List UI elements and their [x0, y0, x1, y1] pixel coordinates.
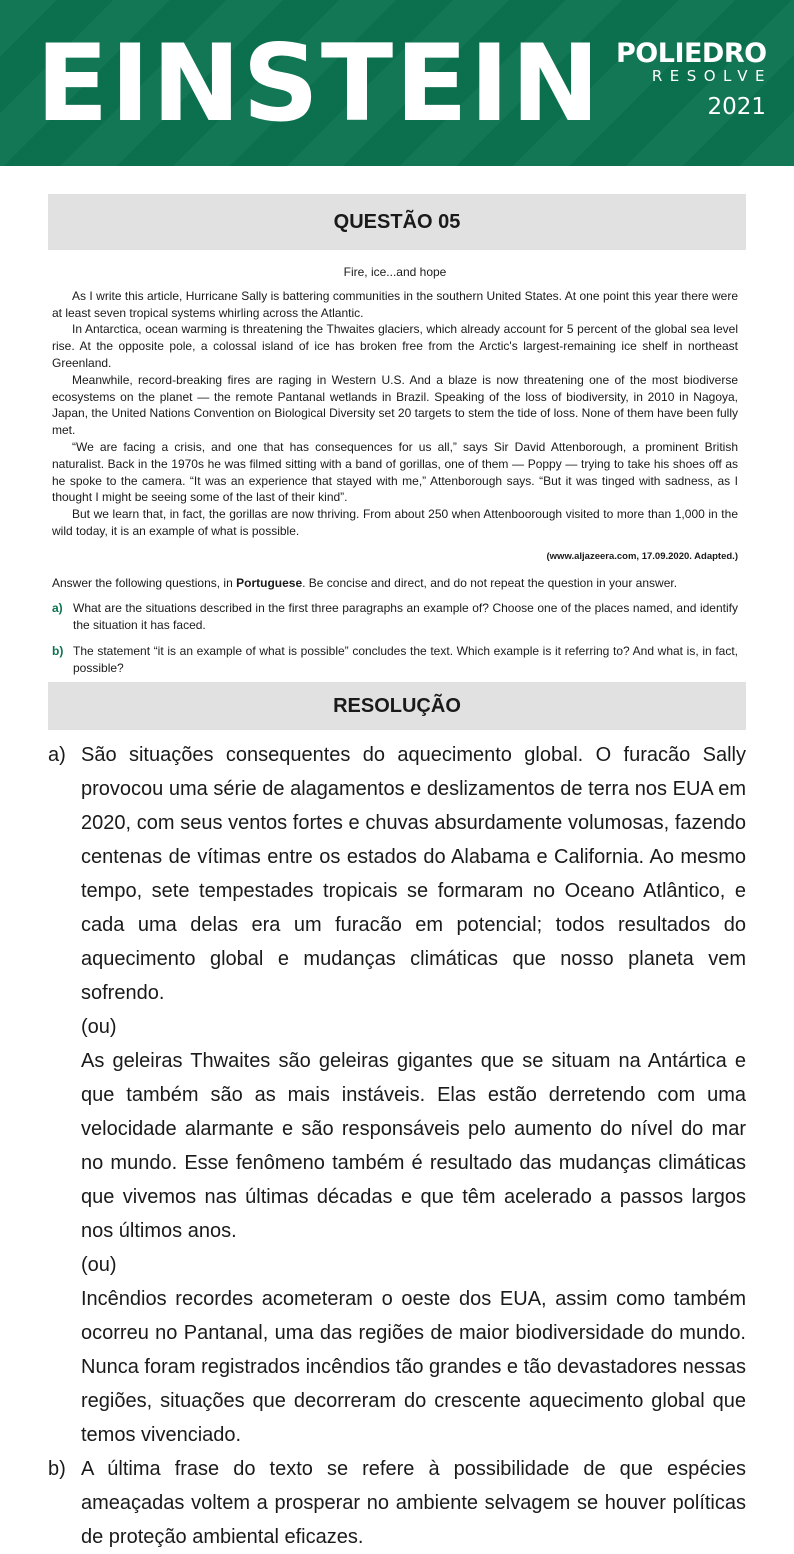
- answer-paragraph: A última frase do texto se refere à possibilidade de que espécies ameaçadas voltem a prosperar no ambiente selvagem se houver políticas de proteção ambiental eficazes.: [81, 1458, 746, 1548]
- item-text: The statement “it is an example of what is possible” concludes the text. Which example is it referring to? And what is, in fact, possible?: [73, 643, 738, 675]
- article-paragraph: “We are facing a crisis, and one that has consequences for us all,” says Sir David Attenborough, a prominent British naturalist. Back in the 1970s he was filmed sitting with a band of gorillas, one of them — Poppy — trying to take his shoes off as he spoke to the camera. “It was an experience that stayed with me,” Attenborough says. “But it was tinged with sadness, as I thought I might be seeing some of the last of their kind”.: [52, 439, 738, 505]
- article-paragraph: In Antarctica, ocean warming is threatening the Thwaites glaciers, which already account for 5 percent of the global sea level rise. At the opposite pole, a colossal island of ice has broken free from the Arctic's largest-remaining ice shelf in northeast Greenland.: [52, 322, 738, 370]
- question-text: [52, 264, 738, 677]
- answer-paragraph: Incêndios recordes acometeram o oeste dos EUA, assim como também ocorreu no Pantanal, uma das regiões de maior biodiversidade do mundo. Nunca foram registrados incêndios tão grandes e tão devastadores nessas regiões, situações que decorreram do crescente aquecimento global que temos vivenciado.: [81, 1288, 746, 1446]
- instructions-text-end: . Be concise and direct, and do not repeat the question in your answer.: [302, 575, 678, 590]
- alternative-marker: (ou): [81, 1016, 117, 1038]
- article-paragraph: As I write this article, Hurricane Sally is battering communities in the southern United States. At one point this year there were at least seven tropical systems whirling across the Atlantic.: [52, 288, 738, 320]
- brand-subtitle: RESOLVE: [651, 67, 772, 85]
- answer-paragraph: São situações consequentes do aquecimento global. O furacão Sally provocou uma série de alagamentos e deslizamentos de terra nos EUA em 2020, com seus ventos fortes e chuvas absurdamente volumosas, fazendo centenas de vítimas entre os estados do Alabama e California. Ao mesmo tempo, sete tempestades tropicais se formaram no Oceano Atlântico, e cada uma delas era um furacão em potencial; todos resultados do aquecimento global e mudanças climáticas que nosso planeta vem sofrendo.: [81, 744, 746, 1004]
- answer-letter: a): [48, 744, 66, 766]
- resolution-text: [48, 738, 746, 1554]
- question-item-a: [52, 600, 738, 634]
- article-paragraph: Meanwhile, record-breaking fires are raging in Western U.S. And a blaze is now threatening one of the most biodiverse ecosystems on the planet — the remote Pantanal wetlands in Brazil. Speaking of the loss of biodiversity, in 2010 in Nagoya, Japan, the United Nations Convention on Biological Diversity set 20 targets to stem the tide of loss. None of them have been fully met.: [52, 372, 738, 438]
- instructions-text: Answer the following questions, in: [52, 575, 237, 590]
- article-paragraph: But we learn that, in fact, the gorillas are now thriving. From about 250 when Attenboorough visited to more than 1,000 in the wild today, it is an example of what is possible.: [52, 507, 738, 538]
- article-source: (www.aljazeera.com, 17.09.2020. Adapted.): [546, 550, 738, 562]
- answer-paragraph: As geleiras Thwaites são geleiras gigantes que se situam na Antártica e que também são as mais instáveis. Elas estão derretendo com uma velocidade alarmante e são responsáveis pelo aumento do nível do mar no mundo. Esse fenômeno também é resultado das mudanças climáticas que vivemos nas últimas décadas e que têm acelerado a passos largos nos últimos anos.: [81, 1050, 746, 1242]
- brand-name: POLIEDRO: [616, 38, 767, 69]
- alternative-marker: (ou): [81, 1254, 117, 1276]
- instructions-emphasis: Portuguese: [236, 575, 303, 590]
- resolution-heading: RESOLUÇÃO: [48, 682, 746, 730]
- exam-title: EINSTEIN: [36, 22, 602, 145]
- item-letter: a): [52, 601, 63, 616]
- item-letter: b): [52, 643, 64, 658]
- question-heading: QUESTÃO 05: [48, 194, 746, 250]
- article-title: Fire, ice...and hope: [343, 265, 447, 279]
- instructions: [52, 575, 738, 592]
- question-item-b: [52, 643, 738, 677]
- answer-b: [48, 1452, 746, 1554]
- item-text: What are the situations described in the first three paragraphs an example of? Choose one of the places named, and identify the situation it has faced.: [73, 601, 738, 633]
- answer-letter: b): [48, 1458, 66, 1480]
- exam-year: 2021: [707, 94, 766, 120]
- answer-a: [48, 738, 746, 1452]
